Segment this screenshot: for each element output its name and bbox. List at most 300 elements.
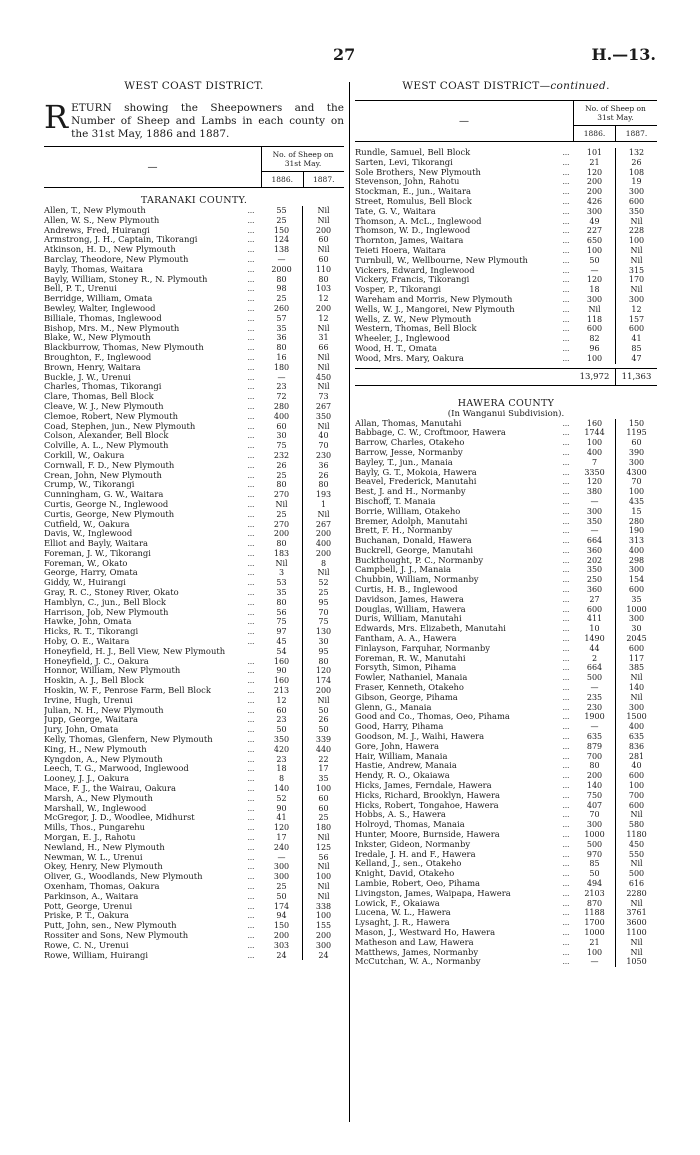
leader-dots: ... (562, 468, 570, 477)
leader-dots: ... (247, 530, 255, 539)
leader-dots: ... (247, 785, 255, 794)
owner-name: Thomson, W. D., Inglewood (355, 226, 471, 236)
sheep-1886: 70 (589, 810, 600, 820)
leader-dots: ... (247, 736, 255, 745)
sheep-1886: — (277, 372, 286, 382)
sheep-1887: 100 (302, 784, 344, 794)
sheep-1887: Nil (615, 948, 657, 958)
table-row (44, 853, 344, 863)
sheep-1886: 45 (276, 637, 287, 647)
sheep-1887: 8 (302, 559, 344, 569)
sheep-1886: 600 (586, 324, 603, 334)
leader-dots: ... (247, 765, 255, 774)
owner-name: Gray, R. C., Stoney River, Okato (44, 588, 179, 598)
leader-dots: ... (247, 520, 255, 529)
owner-name: Broughton, F., Inglewood (44, 352, 152, 362)
owner-name: Duris, William, Manutahi (355, 614, 462, 624)
table-row (355, 148, 657, 158)
sheep-1886: 635 (586, 732, 603, 742)
owner-name: Forsyth, Simon, Pihama (355, 663, 457, 673)
owner-name: Buchanan, Donald, Hawera (355, 536, 472, 546)
leader-dots: ... (562, 507, 570, 516)
owner-name: Tate, G. V., Waitara (355, 206, 436, 216)
owner-name: Wood, H. T., Omata (355, 343, 437, 353)
sheep-1887: 200 (302, 529, 344, 539)
sheep-1886: 12 (276, 695, 287, 705)
sheep-1886: 664 (586, 536, 603, 546)
sheep-1887: 80 (302, 275, 344, 285)
table-row (44, 510, 344, 520)
sheep-1887: 616 (615, 879, 657, 889)
table-row (355, 507, 657, 517)
leader-dots: ... (562, 791, 570, 800)
sheep-1887: Nil (302, 833, 344, 843)
owner-name: Hastie, Andrew, Manaia (355, 761, 457, 771)
leader-dots: ... (247, 775, 255, 784)
leader-dots: ... (562, 217, 570, 226)
sheep-1887: Nil (302, 216, 344, 226)
table-row (355, 712, 657, 722)
sheep-1887: 60 (302, 255, 344, 265)
table-row (44, 823, 344, 833)
sheep-1887: 200 (302, 931, 344, 941)
owner-name: Marsh, A., New Plymouth (44, 793, 153, 803)
table-row (44, 696, 344, 706)
table-row (44, 951, 344, 961)
owner-name: Fowler, Nathaniel, Manaia (355, 673, 468, 683)
table-row (44, 568, 344, 578)
sheep-1887: 600 (615, 801, 657, 811)
owner-name: Honnor, William, New Plymouth (44, 666, 181, 676)
table-row (44, 343, 344, 353)
leader-dots: ... (562, 448, 570, 457)
sheep-1886: 407 (586, 800, 603, 810)
sheep-1887: 19 (615, 177, 657, 187)
owner-name: Matthews, James, Normanby (355, 947, 479, 957)
sheep-1886: 35 (276, 323, 287, 333)
district-title-text: WEST COAST DISTRICT— (402, 80, 551, 92)
sheep-1886: 1900 (584, 712, 605, 722)
leader-dots: ... (247, 882, 255, 891)
leader-dots: ... (562, 782, 570, 791)
sheep-1887: 60 (302, 804, 344, 814)
sheep-1886: — (590, 496, 599, 506)
totals-row (355, 368, 657, 386)
table-row (44, 931, 344, 941)
owner-name: Barclay, Theodore, New Plymouth (44, 254, 189, 264)
table-row (44, 735, 344, 745)
district-title: WEST COAST DISTRICT. (124, 80, 264, 92)
table-row (44, 578, 344, 588)
sheep-1887: 600 (615, 585, 657, 595)
leader-dots: ... (247, 236, 255, 245)
owner-name: Bayly, William, Stoney R., N. Plymouth (44, 274, 208, 284)
leader-dots: ... (247, 814, 255, 823)
table-row (355, 497, 657, 507)
sheep-1887: 70 (302, 441, 344, 451)
leader-dots: ... (247, 471, 255, 480)
sheep-1886: 100 (586, 245, 603, 255)
leader-dots: ... (562, 305, 570, 314)
table-row (355, 556, 657, 566)
owner-name: Foreman, W., Okato (44, 558, 128, 568)
owner-name: Kyngdon, A., New Plymouth (44, 754, 163, 764)
leader-dots: ... (247, 383, 255, 392)
table-row (44, 373, 344, 383)
leader-dots: ... (562, 517, 570, 526)
sheep-1886: 350 (273, 735, 290, 745)
sheep-1887: 12 (615, 305, 657, 315)
sheep-1887: 26 (302, 471, 344, 481)
owner-name: Allen, T., New Plymouth (44, 206, 146, 215)
table-row (44, 480, 344, 490)
owner-name: Curtis, George N., Inglewood (44, 499, 169, 509)
sheep-1887: 300 (615, 703, 657, 713)
leader-dots: ... (247, 314, 255, 323)
table-row (355, 889, 657, 899)
sheep-1886: Nil (275, 558, 288, 568)
sheep-1887: 80 (302, 480, 344, 490)
leader-dots: ... (247, 755, 255, 764)
return-heading (44, 98, 344, 141)
leader-dots: ... (562, 752, 570, 761)
table-row (355, 477, 657, 487)
sheep-1886: 17 (276, 833, 287, 842)
sheep-1886: 140 (586, 781, 603, 791)
table-row (44, 392, 344, 402)
year-1887-header: 1887. (615, 126, 657, 141)
owner-name: Harrison, Job, New Plymouth (44, 607, 169, 617)
leader-dots: ... (562, 762, 570, 771)
sheep-1887: 41 (615, 334, 657, 344)
table-row (44, 617, 344, 627)
owner-name: Matheson and Law, Hawera (355, 937, 474, 947)
table-row (44, 784, 344, 794)
sheep-1886: 50 (276, 891, 287, 901)
sheep-1886: 120 (586, 477, 603, 487)
sheep-1887: 110 (302, 265, 344, 275)
sheep-1887: 267 (302, 520, 344, 530)
sheep-1886: 60 (276, 705, 287, 715)
table-row (355, 781, 657, 791)
sheep-1887: 836 (615, 742, 657, 752)
table-row (355, 344, 657, 354)
owner-name: Vickers, Edward, Inglewood (355, 265, 475, 275)
owner-name: Western, Thomas, Bell Block (355, 324, 477, 334)
owner-name: Cleave, W. J., New Plymouth (44, 401, 164, 411)
sheep-1886: 49 (589, 216, 600, 226)
leader-dots: ... (247, 579, 255, 588)
sheep-1886: 227 (586, 226, 603, 236)
owner-name: Colville, A. L., New Plymouth (44, 441, 169, 451)
leader-dots: ... (247, 510, 255, 519)
sheep-1886: 303 (273, 940, 290, 950)
leader-dots: ... (562, 654, 570, 663)
owner-name: Babbage, C. W., Croftmoor, Hawera (355, 428, 506, 438)
table-row (44, 265, 344, 275)
sheep-1886: 600 (586, 604, 603, 614)
sheep-1887: 117 (615, 654, 657, 664)
sheep-1887: 4300 (615, 468, 657, 478)
sheep-1886: 1188 (584, 908, 605, 918)
table-row (355, 634, 657, 644)
sheep-1887: 100 (615, 487, 657, 497)
table-row (355, 585, 657, 595)
sheep-1886: 98 (276, 284, 287, 294)
sheep-1887: Nil (302, 510, 344, 520)
leader-dots: ... (247, 726, 255, 735)
owner-name: Giddy, W., Huirangi (44, 578, 126, 588)
sheep-1886: 80 (276, 480, 287, 490)
table-row (44, 422, 344, 432)
leader-dots: ... (247, 334, 255, 343)
sheep-1886: 30 (276, 431, 287, 441)
leader-dots: ... (562, 899, 570, 908)
sheep-1886: 21 (589, 937, 600, 947)
leader-dots: ... (247, 598, 255, 607)
owner-name: Best, J. and H., Normanby (355, 487, 466, 497)
table-row (355, 948, 657, 958)
owner-name: Thomson, A. McL., Inglewood (355, 216, 482, 226)
sheep-1886: Nil (275, 499, 288, 509)
leader-dots: ... (247, 500, 255, 509)
sheep-1886: 200 (586, 187, 603, 197)
table-row (44, 490, 344, 500)
leader-dots: ... (247, 794, 255, 803)
sheep-1886: 53 (276, 578, 287, 588)
sheep-1886: 80 (276, 343, 287, 353)
leader-dots: ... (562, 938, 570, 947)
sheep-1887: 228 (615, 226, 657, 236)
sheep-1887: Nil (302, 382, 344, 392)
owner-name: Blackburrow, Thomas, New Plymouth (44, 343, 204, 353)
table-row (44, 382, 344, 392)
table-row (44, 284, 344, 294)
sheep-1887: 130 (302, 627, 344, 637)
owner-name: Rowe, C. N., Urenui (44, 940, 129, 950)
sheep-1886: 80 (276, 274, 287, 284)
table-row (355, 536, 657, 546)
sheep-1886: 23 (276, 715, 287, 725)
table-row (44, 813, 344, 823)
county-title: TARANAKI COUNTY. (140, 195, 248, 206)
table-row (44, 275, 344, 285)
sheep-1886: 213 (273, 686, 290, 696)
sheep-1887: 26 (302, 715, 344, 725)
year-1887-header: 1887. (303, 172, 345, 187)
owner-name: Elliot and Bayly, Waitara (44, 539, 149, 549)
sheep-1887: 22 (302, 755, 344, 765)
owner-name: Curtis, H. B., Inglewood (355, 585, 458, 595)
table-row (355, 908, 657, 918)
sheep-1887: 300 (615, 614, 657, 624)
owner-name: Leech, T. G., Marwood, Inglewood (44, 764, 189, 774)
leader-dots: ... (562, 664, 570, 673)
sheep-1887: 200 (302, 304, 344, 314)
sheep-1886: 36 (276, 333, 287, 343)
leader-dots: ... (247, 804, 255, 813)
sheep-1886: 10 (589, 624, 600, 634)
table-row (355, 285, 657, 295)
leader-dots: ... (562, 772, 570, 781)
owner-name: Rundle, Samuel, Bell Block (355, 148, 471, 157)
sheep-1887: 300 (615, 458, 657, 468)
leader-dots: ... (247, 941, 255, 950)
sheep-1886: 27 (589, 594, 600, 604)
sheep-1887: 1000 (615, 605, 657, 615)
table-row (44, 402, 344, 412)
sheep-1887: Nil (615, 256, 657, 266)
owner-name: Crean, John, New Plymouth (44, 470, 162, 480)
sheep-1886: 270 (273, 490, 290, 500)
owner-name: Allan, Thomas, Manutahi (355, 418, 462, 428)
owner-name: Oxenham, Thomas, Oakura (44, 881, 160, 891)
owner-name: Bremer, Adolph, Manutahi (355, 516, 468, 526)
leader-dots: ... (247, 461, 255, 470)
sheep-1887: 85 (615, 344, 657, 354)
sheep-1887: 1100 (615, 928, 657, 938)
sheep-1887: 200 (302, 226, 344, 236)
sheep-1886: 1000 (584, 830, 605, 839)
table-row (355, 869, 657, 879)
table-row (44, 637, 344, 647)
sheep-1886: 80 (276, 597, 287, 607)
sheep-1886: 879 (586, 741, 603, 751)
sheep-1887: 300 (615, 565, 657, 575)
sheep-1886: 280 (273, 401, 290, 411)
table-row (44, 833, 344, 843)
sheep-1887: Nil (302, 882, 344, 892)
owner-name: Colson, Alexander, Bell Block (44, 431, 169, 441)
owner-name: Fantham, A. A., Hawera (355, 634, 457, 644)
table-row (355, 654, 657, 664)
leader-dots: ... (247, 589, 255, 598)
owner-name: Okey, Henry, New Plymouth (44, 862, 163, 872)
sheep-1886: 100 (586, 353, 603, 363)
owner-name: Douglas, William, Hawera (355, 604, 466, 614)
table-row (355, 771, 657, 781)
table-row (44, 686, 344, 696)
sheep-1887: 385 (615, 663, 657, 673)
leader-dots: ... (247, 451, 255, 460)
sheep-1887: 150 (615, 419, 657, 429)
leader-dots: ... (247, 559, 255, 568)
leader-dots: ... (562, 595, 570, 604)
owner-name: Fraser, Kenneth, Otakeho (355, 683, 464, 693)
sheep-1887: 70 (302, 608, 344, 618)
table-row (355, 305, 657, 315)
owner-name: Beavel, Frederick, Manutahi (355, 477, 477, 487)
sheep-1887: 120 (302, 666, 344, 676)
table-row (355, 177, 657, 187)
leader-dots: ... (247, 422, 255, 431)
owner-name: Thornton, James, Waitara (355, 236, 464, 246)
sheep-1887: 80 (302, 657, 344, 667)
table-row (44, 588, 344, 598)
table-row (355, 840, 657, 850)
sheep-1886: 44 (589, 643, 600, 653)
owner-name: Chubbin, William, Normanby (355, 575, 479, 585)
sheep-1887: 12 (302, 294, 344, 304)
sheep-1886: 35 (276, 588, 287, 598)
sheep-1887: 95 (302, 647, 344, 657)
sheep-1886: 120 (273, 823, 290, 833)
leader-dots: ... (247, 667, 255, 676)
owner-name: Glenn, G., Manaia (355, 702, 432, 712)
owner-name: Bayly, Thomas, Waitara (44, 264, 143, 274)
table-row (44, 500, 344, 510)
table-row (44, 755, 344, 765)
owner-name: Turnbull, W., Wellbourne, New Plymouth (355, 255, 528, 265)
sheep-1886: 100 (586, 947, 603, 957)
owner-name: Cutfield, W., Oakura (44, 519, 130, 529)
leader-dots: ... (247, 853, 255, 862)
table-row (44, 921, 344, 931)
leader-dots: ... (562, 295, 570, 304)
leader-dots: ... (247, 412, 255, 421)
owner-name: Mason, J., Westward Ho, Hawera (355, 927, 496, 937)
district-title-continued (355, 80, 657, 92)
leader-dots: ... (247, 549, 255, 558)
owner-name: Hicks, Richard, Brooklyn, Hawera (355, 790, 500, 800)
sheep-1886: 118 (586, 314, 603, 324)
owner-name: Newland, H., New Plymouth (44, 842, 165, 852)
table-row (44, 843, 344, 853)
sheep-1887: Nil (615, 285, 657, 295)
sheep-1887: 24 (302, 951, 344, 961)
sheep-1886: 50 (589, 869, 600, 879)
sheep-1887: 60 (615, 438, 657, 448)
table-row (44, 304, 344, 314)
sheep-1887: 26 (615, 158, 657, 168)
owner-name: Kelly, Thomas, Glenfern, New Plymouth (44, 735, 213, 745)
county-title: HAWERA COUNTY (457, 397, 555, 409)
leader-dots: ... (247, 863, 255, 872)
table-row (44, 608, 344, 618)
table-row (44, 598, 344, 608)
sheep-1887: 50 (302, 706, 344, 716)
sheep-1887: 35 (302, 774, 344, 784)
table-row (355, 663, 657, 673)
leader-dots: ... (247, 373, 255, 382)
owner-name: Cunningham, G. W., Waitara (44, 490, 164, 500)
leader-dots: ... (562, 860, 570, 869)
leader-dots: ... (562, 256, 570, 265)
sheep-1886: 400 (586, 447, 603, 457)
sheep-1887: 350 (615, 207, 657, 217)
sheep-1886: 180 (273, 362, 290, 372)
table-row (355, 742, 657, 752)
sheep-1887: 56 (302, 853, 344, 863)
leader-dots: ... (562, 178, 570, 187)
table-row (44, 333, 344, 343)
table-row (44, 549, 344, 559)
leader-dots: ... (247, 824, 255, 833)
sheep-1886: 16 (276, 352, 287, 362)
leader-dots: ... (247, 344, 255, 353)
sheep-1887: Nil (615, 217, 657, 227)
sheep-1887: Nil (615, 859, 657, 869)
sheep-1886: 72 (276, 392, 287, 402)
sheep-1886: 300 (273, 862, 290, 872)
table-row (355, 275, 657, 285)
owner-name: Coad, Stephen, jun., New Plymouth (44, 421, 196, 431)
sheep-1886: 101 (586, 148, 603, 157)
owner-name: Barrow, Charles, Otakeho (355, 438, 465, 448)
page-number: 27 (333, 45, 356, 64)
sheep-1886: — (590, 683, 599, 693)
leader-dots: ... (247, 393, 255, 402)
